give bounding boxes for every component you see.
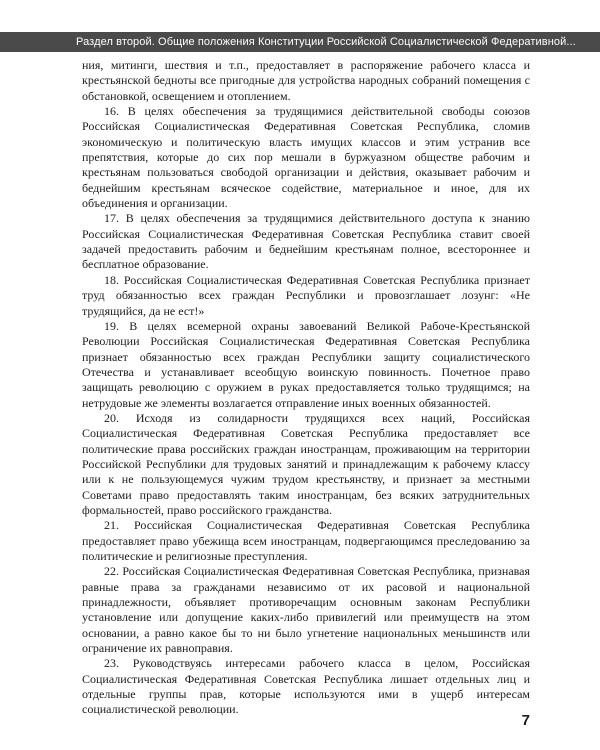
running-header-title: Раздел второй. Общие положения Конституции Российской Социалистической Федеративной... [76,36,576,48]
article-23-paragraph: 23. Руководствуясь интересами рабочего класса в целом, Российская Социалистическая Федеративная Советская Республика лишает отдельных лиц и отдельные группы прав, которые используются ими в ущерб интересам социалистической революции. [82,656,530,717]
page-number: 7 [521,712,530,729]
article-17-paragraph: 17. В целях обеспечения за трудящимися действительного доступа к знанию Российская Социалистическая Федеративная Советская Республика ставит своей задачей предоставить рабочим и беднейшим крестьянам полное, всестороннее и бесплатное образование. [82,211,530,272]
article-22-paragraph: 22. Российская Социалистическая Федеративная Советская Республика, признавая равные права за гражданами независимо от их расовой и национальной принадлежности, объявляет противоречащим основным законам Республики установление или допущение каких-либо привилегий или преимуществ на этом основании, а равно какое бы то ни было угнетение национальных меньшинств или ограничение их равноправия. [82,564,530,656]
article-21-paragraph: 21. Российская Социалистическая Федеративная Советская Республика предоставляет право убежища всем иностранцам, подвергающимся преследованию за политические и религиозные преступления. [82,518,530,563]
article-18-paragraph: 18. Российская Социалистическая Федеративная Советская Республика признает труд обязанностью всех граждан Республики и провозглашает лозунг: «Не трудящийся, да не ест!» [82,272,530,318]
article-16-paragraph: 16. В целях обеспечения за трудящимися действительной свободы союзов Российская Социалистическая Федеративная Советская Республика, сломив экономическую и политическую власть имущих классов и этим устранив все препятствия, которые до сих пор мешали в буржуазном обществе рабочим и крестьянам пользоваться свободой организации и действия, оказывает рабочим и беднейшим крестьянам всяческое содействие, материальное и иное, для их объединения и организации. [82,104,530,211]
running-header-bar [0,32,600,52]
paragraph-continuation: ния, митинги, шествия и т.п., предоставляет в распоряжение рабочего класса и крестьянской бедноты все пригодные для устройства народных собраний помещения с обстановкой, освещением и отоплением. [82,58,530,103]
article-19-paragraph: 19. В целях всемерной охраны завоеваний Великой Рабоче-Крестьянской Революции Российская Социалистическая Федеративная Советская Республика признает обязанностью всех граждан Республики защиту социалистического Отечества и устанавливает всеобщую воинскую повинность. Почетное право защищать революцию с оружием в руках предоставляется только трудящимся; на нетрудовые же элементы возлагается отправление иных военных обязанностей. [82,318,530,410]
page-body [82,58,530,718]
article-20-paragraph: 20. Исходя из солидарности трудящихся всех наций, Российская Социалистическая Федеративная Советская Республика предоставляет все политические права российских граждан иностранцам, проживающим на территории Российской Республики для трудовых занятий и принадлежащим к рабочему классу или к не пользующемуся чужим трудом крестьянству, и признает за местными Советами право предоставлять таким иностранцам, без всяких затруднительных формальностей, право российского гражданства. [82,410,530,517]
